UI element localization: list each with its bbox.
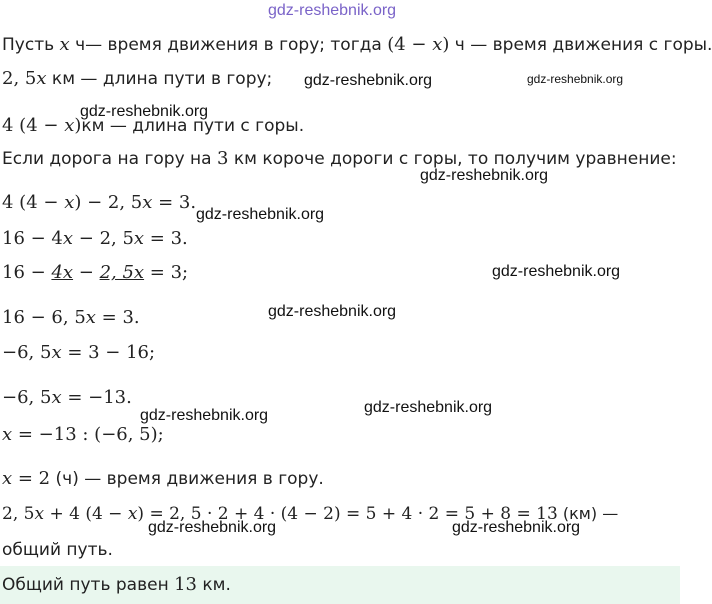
text-fragment: (км) — — [557, 504, 619, 523]
math-variable: x — [432, 34, 443, 55]
math-variable: x — [85, 307, 96, 328]
equation-line-8 — [2, 307, 140, 329]
math-expression: 16 − 4 — [2, 228, 63, 249]
math-expression: 4 (4 − — [2, 192, 65, 213]
watermark: gdz-reshebnik.org — [196, 206, 325, 223]
math-variable: x — [36, 68, 47, 89]
math-expression: 2, 5 — [2, 68, 37, 89]
math-variable: x — [127, 504, 138, 524]
underlined-term: 4x — [51, 262, 74, 283]
math-variable: x — [34, 504, 45, 524]
math-variable: x — [51, 342, 62, 363]
math-expression: 16 − 6, 5 — [2, 307, 86, 328]
math-variable: x — [64, 115, 75, 136]
equation-line-5 — [2, 192, 196, 214]
math-expression: = 3; — [144, 262, 189, 283]
watermark: gdz-reshebnik.org — [452, 519, 581, 536]
watermark: gdz-reshebnik.org — [304, 72, 433, 89]
watermark: gdz-reshebnik.org — [420, 167, 549, 184]
math-expression: −6, 5 — [2, 387, 52, 408]
math-expression: 2, 5 — [2, 504, 35, 524]
watermark: gdz-reshebnik.org — [80, 103, 209, 120]
text-line-4 — [2, 148, 677, 170]
watermark: gdz-reshebnik.org — [140, 407, 269, 424]
answer-line — [2, 574, 231, 596]
math-expression: ) = 2, 5 · 2 + 4 · (4 − 2) = 5 + 4 · 2 = 5 + 8 = 13 — [137, 504, 558, 524]
math-expression: ) — [74, 115, 82, 136]
math-expression: = 3. — [144, 228, 188, 249]
math-expression: ) — [442, 34, 450, 55]
math-variable: x — [133, 228, 145, 249]
math-number: 3 — [216, 148, 229, 169]
equation-line-11 — [2, 424, 164, 446]
text-line-14 — [2, 539, 113, 561]
watermark-top: gdz-reshebnik.org — [268, 2, 397, 19]
math-expression: + 4 (4 − — [44, 504, 128, 524]
math-expression: −6, 5 — [2, 342, 52, 363]
underlined-term: 2, 5x — [99, 262, 145, 283]
text-line-2 — [2, 68, 272, 90]
math-variable: x — [2, 468, 13, 489]
math-variable: x — [62, 228, 74, 249]
math-expression: = 3. — [95, 307, 140, 328]
text-fragment: Если дорога на гору на — [2, 149, 217, 169]
math-expression: 4 (4 − — [2, 115, 65, 136]
text-fragment: Пусть — [2, 35, 60, 55]
text-fragment: км. — [197, 575, 231, 595]
equation-line-7 — [2, 262, 188, 284]
math-variable: x — [2, 424, 13, 445]
text-fragment: км короче дороги с горы, то получим уравнение: — [228, 149, 677, 169]
math-expression: ) − 2, 5 — [74, 192, 143, 213]
math-expression: = −13. — [61, 387, 132, 408]
answer-box — [0, 566, 680, 604]
math-expression: = −13 : (−6, 5); — [12, 424, 164, 445]
text-fragment: общий путь. — [2, 540, 113, 560]
math-number: 13 — [174, 574, 197, 595]
math-expression: − — [73, 262, 100, 283]
text-fragment: км — длина пути в гору; — [46, 69, 273, 89]
math-expression: − 2, 5 — [73, 228, 134, 249]
math-variable: x — [64, 192, 75, 213]
math-expression: (4 − — [387, 34, 433, 55]
math-expression: = 2 — [12, 468, 51, 489]
text-line-12 — [2, 468, 324, 490]
equation-line-6 — [2, 228, 188, 250]
watermark: gdz-reshebnik.org — [148, 519, 277, 536]
text-line-1 — [2, 34, 712, 56]
equation-line-9 — [2, 342, 155, 364]
text-fragment: ч — время движения с горы. — [449, 35, 712, 55]
math-variable: x — [51, 387, 62, 408]
text-fragment: Общий путь равен — [2, 575, 175, 595]
watermark: gdz-reshebnik.org — [492, 263, 621, 280]
text-fragment: км — длина пути с горы. — [81, 116, 305, 136]
math-variable: x — [142, 192, 153, 213]
math-expression: = 3. — [152, 192, 197, 213]
watermark: gdz-reshebnik.org — [268, 303, 397, 320]
watermark-small: gdz-reshebnik.org — [527, 72, 624, 86]
math-expression: 16 − — [2, 262, 52, 283]
watermark: gdz-reshebnik.org — [364, 399, 493, 416]
text-fragment: (ч) — время движения в гору. — [50, 469, 324, 489]
math-expression: = 3 − 16; — [61, 342, 156, 363]
math-variable: x — [59, 34, 70, 55]
text-fragment: ч— время движения в гору; тогда — [69, 35, 388, 55]
equation-line-10 — [2, 387, 132, 409]
